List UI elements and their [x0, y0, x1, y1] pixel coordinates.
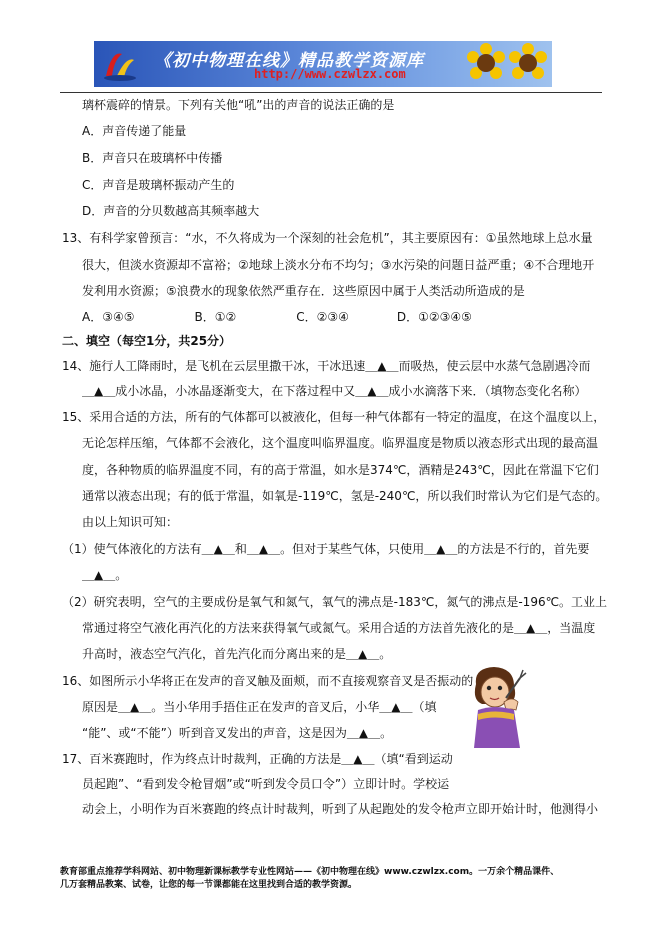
q15-part1: （1）使气体液化的方法有＿▲＿和＿▲＿。但对于某些气体，只使用＿▲＿的方法是不行的，首先要: [62, 542, 590, 556]
sunflower-icon: [466, 43, 506, 83]
q13-line: 发利用水资源；⑤浪费水的现象依然严重存在．这些原因中属于人类活动所造成的是: [82, 284, 525, 298]
footer-line: 几万套精品教案、试卷，让您的每一节课都能在这里找到合适的教学资源。: [60, 880, 358, 890]
q15-line: 度，各种物质的临界温度不同，有的高于常温，如水是374℃，酒精是243℃，因此在常温下它们: [82, 463, 599, 477]
q12-option-a: A．声音传递了能量: [82, 124, 187, 138]
footer-line: 教育部重点推荐学科网站、初中物理新课标教学专业性网站——《初中物理在线》www.czwlzx.com。一万余个精品课件、: [60, 867, 560, 877]
q15-line: 无论怎样压缩，气体都不会液化，这个温度叫临界温度。临界温度是物质以液态形式出现的最高温: [82, 436, 599, 450]
q15-part2: 升高时，液态空气汽化，首先汽化而分离出来的是＿▲＿。: [82, 647, 392, 661]
q17-line: 动会上，小明作为百米赛跑的终点计时裁判，听到了从起跑处的发令枪声立即开始计时，他测得小: [82, 802, 599, 816]
sunflower-icon: [508, 43, 548, 83]
banner-url[interactable]: http://www.czwlzx.com: [254, 67, 406, 81]
q15-line: 15、采用合适的方法，所有的气体都可以被液化，但每一种气体都有一特定的温度，在这个温度以上，: [62, 410, 606, 424]
q13-line: 13、有科学家曾预言：“水，不久将成为一个深刻的社会危机”，其主要原因有：①虽然地球上总水量: [62, 231, 593, 245]
q12-option-c: C．声音是玻璃杯振动产生的: [82, 178, 235, 192]
q13-options: A．③④⑤ B．①② C．②③④ D．①②③④⑤: [82, 310, 472, 324]
q17-line: 17、百米赛跑时，作为终点计时裁判，正确的方法是＿▲＿（填“看到运动: [62, 752, 453, 766]
site-logo-icon: [102, 46, 138, 82]
q16-line: “能”、或“不能”）听到音叉发出的声音，这是因为＿▲＿。: [82, 726, 393, 740]
q15-part1: ＿▲＿。: [82, 568, 128, 582]
q16-line: 16、如图所示小华将正在发声的音叉触及面颊，而不直接观察音叉是否振动的: [62, 674, 474, 688]
q12-option-b: B．声音只在玻璃杯中传播: [82, 151, 223, 165]
q16-line: 原因是＿▲＿。当小华用手捂住正在发声的音叉后，小华＿▲＿（填: [82, 700, 437, 714]
q17-line: 员起跑”、“看到发令枪冒烟”或“听到发令员口令”）立即计时。学校运: [82, 777, 450, 791]
q15-line: 通常以液态出现；有的低于常温，如氧是-119℃，氢是-240℃，所以我们时常认为它们是气态的。: [82, 489, 608, 503]
q13-line: 很大，但淡水资源却不富裕；②地球上淡水分布不均匀；③水污染的问题日益严重；④不合理地开: [82, 258, 595, 272]
q14-line: 14、施行人工降雨时，是飞机在云层里撒干冰，干冰迅速＿▲＿而吸热，使云层中水蒸气急剧遇冷而: [62, 359, 591, 373]
q15-part2: 常通过将空气液化再汽化的方法来获得氧气或氮气。采用合适的方法首先液化的是＿▲＿，当温度: [82, 621, 596, 635]
q12-option-d: D．声音的分贝数越高其频率越大: [82, 204, 260, 218]
q12-stem-end: 璃杯震碎的情景。下列有关他“吼”出的声音的说法正确的是: [82, 98, 395, 112]
q14-line: ＿▲＿成小冰晶，小冰晶逐渐变大，在下落过程中又＿▲＿成小水滴落下来．（填物态变化名称）: [82, 384, 587, 398]
q15-part2: （2）研究表明，空气的主要成份是氧气和氮气，氧气的沸点是-183℃，氮气的沸点是-196℃。工业上: [62, 595, 608, 609]
girl-tuning-fork-illustration: [468, 664, 528, 750]
q15-line: 由以上知识可知：: [82, 515, 179, 529]
page-footer: [60, 866, 605, 892]
section-heading: 二、填空（每空1分，共25分）: [62, 334, 232, 348]
header-divider: [60, 92, 602, 93]
header-banner: [94, 41, 552, 87]
banner-title: 《初中物理在线》精品教学资源库: [154, 51, 424, 71]
